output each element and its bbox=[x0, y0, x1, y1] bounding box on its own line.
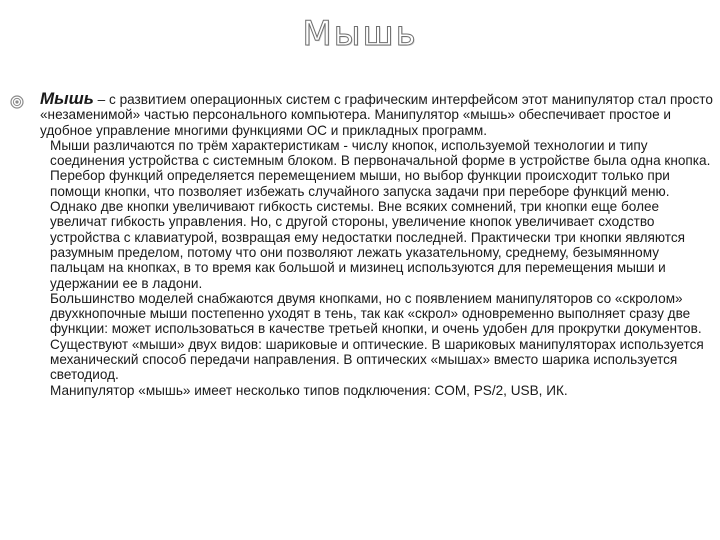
circled-dot-icon bbox=[10, 95, 24, 109]
lead-paragraph bbox=[40, 91, 716, 138]
paragraph-types: Существуют «мыши» двух видов: шариковые и оптические. В шариковых манипуляторах используется механический способ передачи направления. В оптических «мышах» вместо шарика используется светодиод. bbox=[50, 336, 704, 383]
slide-title: Мышь bbox=[302, 14, 418, 54]
paragraph-connections: Манипулятор «мышь» имеет несколько типов подключения: COM, PS/2, USB, ИК. bbox=[50, 382, 568, 398]
lead-term: Мышь bbox=[40, 89, 94, 108]
lead-text: – с развитием операционных систем с графическим интерфейсом этот манипулятор стал просто «незаменимой» частью персонального компьютера. Манипулятор «мышь» обеспечивает простое и удобное управление многими функциями ОС и прикладных программ. bbox=[40, 92, 713, 138]
paragraph-scroll: Большинство моделей снабжаются двумя кнопками, но с появлением манипуляторов со «скролом» двухкнопочные мыши постепенно уходят в тень, так как «скрол» одновременно выполняет сразу две функции: может использоваться в качестве третьей кнопки, и очень удобен для прокрутки документов. bbox=[50, 290, 702, 337]
slide-body bbox=[40, 91, 716, 398]
paragraph-buttons: Мыши различаются по трём характеристикам - числу кнопок, используемой технологии и типу соединения устройства с системным блоком. В первоначальной форме в устройстве была одна кнопка. Перебор функций определяется перемещением мыши, но выбор функции происходит только при помощи кнопки, что позволяет избежать случайного запуска задачи при переборе функций меню. Однако две кнопки увеличивают гибкость системы. Вне всяких сомнений, три кнопки еще более увеличат гибкость управления. Но, с другой стороны, увеличение кнопок увеличивает сходство устройства с клавиатурой, возвращая ему недостатки последней. Практически три кнопки являются разумным пределом, потому что они позволяют лежать указательному, среднему, безымянному пальцам на кнопках, в то время как большой и мизинец используются для перемещения мыши и удержании ее в ладони. bbox=[50, 137, 711, 291]
